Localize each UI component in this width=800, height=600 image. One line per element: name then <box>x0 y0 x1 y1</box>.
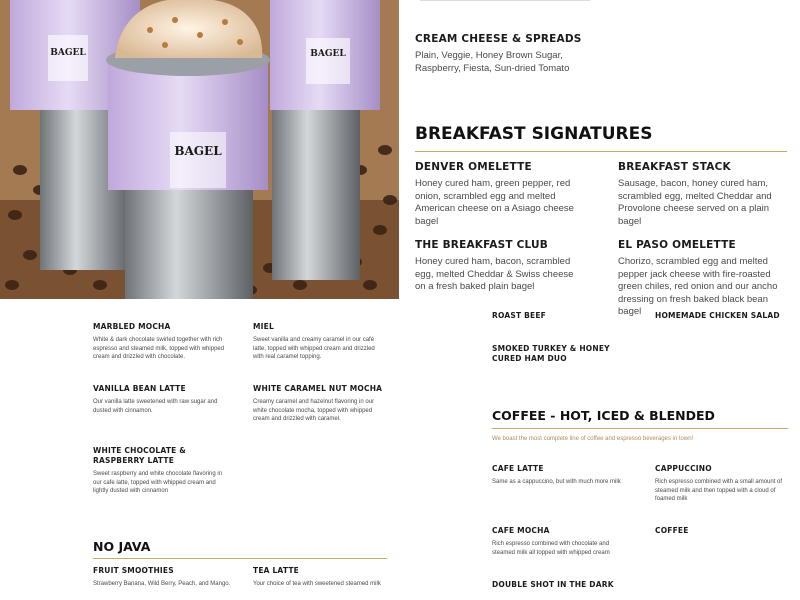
breakfast-item-title: THE BREAKFAST CLUB <box>415 239 548 251</box>
sandwich-title: HOMEMADE CHICKEN SALAD <box>655 311 780 320</box>
drink-title: MIEL <box>253 322 274 331</box>
breakfast-signatures-heading: BREAKFAST SIGNATURES <box>415 124 653 144</box>
coffee-item-title: CAPPUCCINO <box>655 464 712 473</box>
no-java-item-desc: Your choice of tea with sweetened steamed milk <box>253 581 381 587</box>
drink-desc: Sweet vanilla and creamy caramel in our café latte, topped with whipped cream and drizzled with real caramel topping. <box>253 337 375 360</box>
coffee-item-title: COFFEE <box>655 526 689 535</box>
coffee-subnote: We boast the most complete line of coffee and espresso beverages in town! <box>492 436 694 442</box>
coffee-item-title: DOUBLE SHOT IN THE DARK <box>492 580 614 589</box>
drink-title: MARBLED MOCHA <box>93 322 171 331</box>
breakfast-item-desc: Chorizo, scrambled egg and melted pepper jack cheese with fire-roasted green chiles, red onion and our ancho dressing on fresh baked black bean bagel <box>618 256 778 317</box>
breakfast-item-title: DENVER OMELETTE <box>415 161 532 173</box>
spreads-title: CREAM CHEESE & SPREADS <box>415 33 582 45</box>
drink-desc: Creamy caramel and hazelnut flavoring in our white chocolate mocha, topped with whipped cream and drizzled with caramel. <box>253 399 375 422</box>
coffee-rule <box>492 428 788 429</box>
hero-photo <box>0 0 399 299</box>
no-java-item-title: TEA LATTE <box>253 566 299 575</box>
cup-center <box>106 0 270 299</box>
sandwich-title: ROAST BEEF <box>492 311 546 320</box>
drink-title: WHITE CHOCOLATE & RASPBERRY LATTE <box>93 446 187 465</box>
coffee-item-title: CAFE MOCHA <box>492 526 550 535</box>
top-divider-left <box>420 0 590 2</box>
coffee-heading: COFFEE - HOT, ICED & BLENDED <box>492 408 715 423</box>
drink-desc: Sweet raspberry and white chocolate flavoring in our cafe latte, topped with whipped cream and lightly dusted with cinnamon <box>93 471 223 494</box>
breakfast-item-title: BREAKFAST STACK <box>618 161 731 173</box>
no-java-item-title: FRUIT SMOOTHIES <box>93 566 174 575</box>
drink-desc: Our vanilla latte sweetened with raw sugar and dusted with cinnamon. <box>93 399 218 414</box>
svg-text:BAGEL: BAGEL <box>174 144 222 158</box>
svg-text:BAGEL: BAGEL <box>310 49 346 59</box>
drinks-illustration <box>0 0 399 299</box>
no-java-item-desc: Strawberry Banana, Wild Berry, Peach, and Mango. <box>93 581 231 587</box>
drink-title: WHITE CARAMEL NUT MOCHA <box>253 384 383 393</box>
coffee-item-desc: Same as a cappuccino, but with much more milk <box>492 479 621 485</box>
drink-title: VANILLA BEAN LATTE <box>93 384 186 393</box>
coffee-item-desc: Rich espresso combined with a small amount of steamed milk and then topped with a cloud of foamed milk <box>655 479 783 502</box>
sandwich-title: SMOKED TURKEY & HONEY CURED HAM DUO <box>492 344 610 363</box>
no-java-heading: NO JAVA <box>93 539 151 554</box>
svg-text:BAGEL: BAGEL <box>50 48 86 58</box>
breakfast-rule <box>415 151 787 152</box>
breakfast-item-desc: Honey cured ham, green pepper, red onion, scrambled egg and melted American cheese on a Asiago cheese bagel <box>415 178 574 227</box>
breakfast-item-desc: Honey cured ham, bacon, scrambled egg, melted Cheddar & Swiss cheese on a fresh baked plain bagel <box>415 256 574 292</box>
breakfast-item-desc: Sausage, bacon, honey cured ham, scrambled egg, melted Cheddar and Provolone cheese served on a plain bagel <box>618 178 772 227</box>
coffee-item-title: CAFE LATTE <box>492 464 544 473</box>
no-java-rule <box>93 558 387 559</box>
drink-desc: White & dark chocolate swirled together with rich espresso and steamed milk, topped with whipped cream and drizzled with chocolate. <box>93 337 225 360</box>
breakfast-item-title: EL PASO OMELETTE <box>618 239 736 251</box>
spreads-desc: Plain, Veggie, Honey Brown Sugar, Raspberry, Fiesta, Sun-dried Tomato <box>415 50 570 74</box>
coffee-item-desc: Rich espresso combined with chocolate and steamed milk all topped with whipped cream <box>492 541 610 556</box>
